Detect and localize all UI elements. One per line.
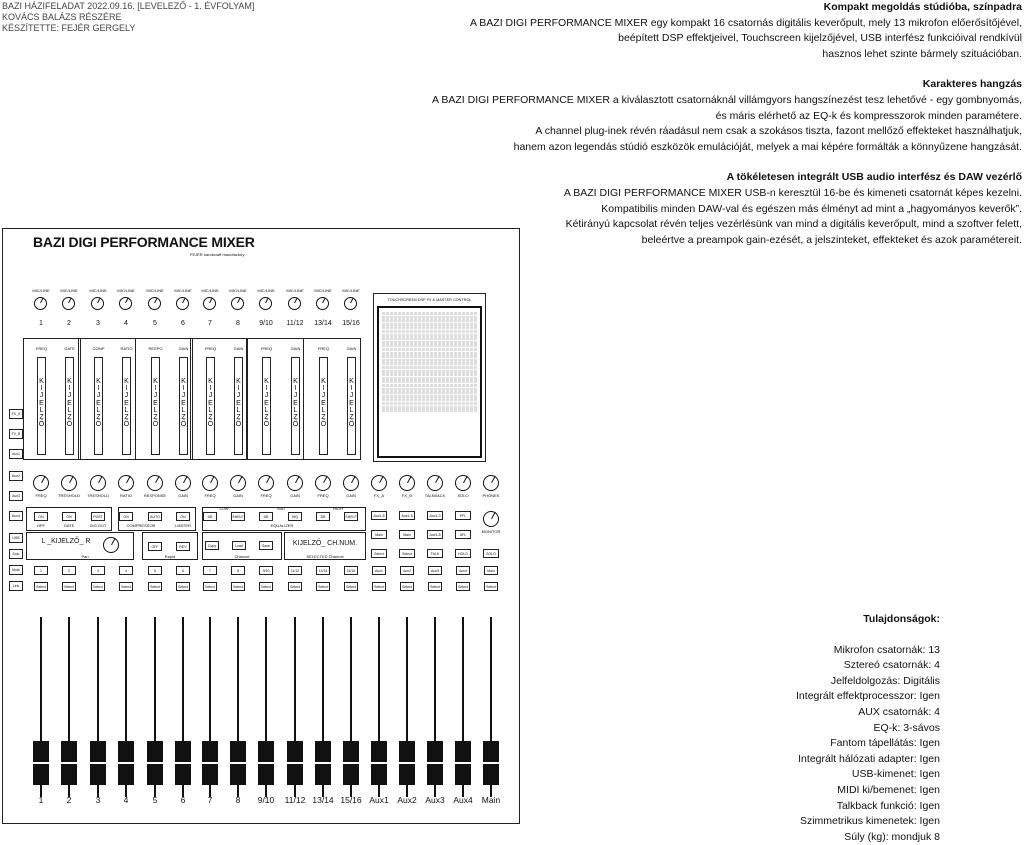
strip-param-label: COMP — [92, 346, 105, 351]
gain-knob[interactable] — [344, 297, 357, 310]
section-label: DIG.OUT — [89, 523, 107, 528]
section-button[interactable]: DB — [259, 512, 273, 521]
master-knob[interactable] — [427, 475, 443, 491]
page-header — [2, 1, 254, 34]
section-button[interactable]: ON — [119, 512, 133, 521]
side-button[interactable]: Aux4 — [9, 511, 23, 521]
fader-cap[interactable] — [483, 741, 499, 785]
strip-param-label: GAIN — [233, 346, 244, 351]
channel-display: K I J E L Z Ő — [291, 357, 300, 455]
knob-label: TRESHOLD — [58, 493, 80, 498]
touchscreen-placeholder-line — [382, 323, 477, 326]
section-label: GATE — [63, 523, 75, 528]
section-button[interactable]: POST — [91, 512, 105, 521]
fader-label: Aux1 — [369, 795, 389, 805]
touchscreen-label: TOUCHSCREEN DSP FX & MASTER CONTROL — [387, 298, 472, 302]
gain-knob[interactable] — [259, 297, 272, 310]
fader-cap[interactable] — [118, 741, 134, 785]
bus-button[interactable]: Aux1-8 — [427, 530, 443, 539]
fader-label: 4 — [123, 795, 129, 805]
property-item: Talkback funkció: Igen — [836, 799, 940, 812]
input-label: MIC/LINE — [60, 288, 78, 293]
fader-cap[interactable] — [287, 741, 303, 785]
touchscreen-placeholder-line — [382, 377, 477, 380]
property-item: Jelfeldolgozás: Digitális — [830, 674, 940, 687]
mixer-diagram — [2, 228, 520, 824]
strip-param-label: RESPO — [148, 346, 163, 351]
monitor-knob[interactable] — [483, 511, 499, 527]
fader-cap[interactable] — [371, 741, 387, 785]
mute-button[interactable]: Main — [484, 566, 498, 575]
touchscreen-placeholder-line — [382, 341, 477, 344]
input-label: MIC/LINE — [229, 288, 247, 293]
s2-line: és máris elérhető az EQ-k és kompresszorok minden paramétere. — [715, 109, 1022, 122]
select-button[interactable]: Select — [456, 582, 470, 591]
function-button[interactable]: SOLO — [483, 549, 499, 558]
fader-label: 6 — [180, 795, 186, 805]
input-label: MIC/LINE — [32, 288, 50, 293]
s1-line: beépített DSP effektjeivel, Touchscreen kijelzőjével, USB interfész funkcióival rendkívül — [618, 32, 1022, 45]
mute-button[interactable]: 6 — [176, 566, 190, 575]
intro-text — [362, 0, 1022, 263]
side-button[interactable]: Mute — [9, 565, 23, 575]
input-label: MIC/LINE — [201, 288, 219, 293]
bus-button[interactable]: Aux1-8 — [399, 511, 415, 520]
mute-button[interactable]: 3 — [91, 566, 105, 575]
function-button[interactable]: HOLD — [455, 549, 471, 558]
fader-label: Aux3 — [425, 795, 445, 805]
property-item: Mikrofon csatornák: 13 — [833, 643, 940, 656]
fader-cap[interactable] — [33, 741, 49, 785]
mute-button[interactable]: 7 — [203, 566, 217, 575]
gain-knob[interactable] — [148, 297, 161, 310]
master-knob-label: FX_B — [401, 493, 412, 498]
select-button[interactable]: Select — [259, 582, 273, 591]
function-button[interactable]: Select — [371, 549, 387, 558]
strip-param-label: FREQ — [317, 346, 330, 351]
section-label: HPF — [37, 523, 45, 528]
gain-knob[interactable] — [91, 297, 104, 310]
input-label: MIC/LINE — [146, 288, 164, 293]
side-button[interactable]: Solo — [9, 549, 23, 559]
property-item: Sztereó csatornák: 4 — [843, 659, 940, 672]
property-item: Fantom tápellátás: Igen — [830, 737, 940, 750]
mute-button[interactable]: 1 — [34, 566, 48, 575]
knob-label: RATIO — [120, 493, 132, 498]
eq-knob[interactable] — [258, 475, 274, 491]
side-button[interactable]: Aux1 — [9, 449, 23, 459]
eq-knob[interactable] — [61, 475, 77, 491]
select-button[interactable]: Select — [428, 582, 442, 591]
master-knob-label: FX_A — [373, 493, 384, 498]
s1-line: A BAZI DIGI PERFORMANCE MIXER egy kompakt 16 csatornás digitális keverőpult, mely 13 mikrofon előerősítőjével, — [469, 16, 1022, 29]
header-line-2: KOVÁCS BALÁZS RÉSZÉRE — [2, 12, 122, 22]
channel-display: K I J E L Z Ő — [179, 357, 188, 455]
eq-knob[interactable] — [90, 475, 106, 491]
strip-param-label: RATIO — [120, 346, 133, 351]
mute-button[interactable]: 11/12 — [288, 566, 302, 575]
touchscreen-placeholder-line — [382, 344, 477, 347]
eq-knob[interactable] — [315, 475, 331, 491]
channel-number: 11/12 — [286, 320, 304, 327]
properties-title: Tulajdonságok: — [863, 613, 940, 625]
channel-number: 1 — [39, 320, 43, 327]
strip-param-label: FREQ — [204, 346, 217, 351]
touchscreen-placeholder-line — [382, 359, 477, 362]
selected-channel-display: KIJELZŐ_ CH.NUM. — [292, 540, 358, 547]
eq-knob[interactable] — [147, 475, 163, 491]
strip-param-label: FREQ — [260, 346, 273, 351]
strip-param-label: FREQ — [35, 346, 48, 351]
touchscreen-placeholder-line — [382, 316, 477, 319]
master-knob-label: SOLO — [457, 493, 469, 498]
channel-button[interactable]: Save — [259, 541, 273, 550]
master-knob[interactable] — [455, 475, 471, 491]
fader-label: Aux4 — [453, 795, 473, 805]
section-3-title: A tökéletesen integrált USB audio interfész és DAW vezérlő — [726, 171, 1022, 184]
channel-number: 7 — [208, 320, 212, 327]
gain-knob[interactable] — [203, 297, 216, 310]
select-button[interactable]: Select — [372, 582, 386, 591]
pan-label: Pan — [81, 554, 89, 559]
mute-button[interactable]: 15/16 — [344, 566, 358, 575]
touchscreen-placeholder-line — [382, 395, 477, 398]
rapid-button[interactable]: OFF — [148, 542, 162, 551]
channel-display: K I J E L Z Ő — [319, 357, 328, 455]
fader-cap[interactable] — [315, 741, 331, 785]
section-button[interactable]: HIQ — [288, 512, 302, 521]
channel-number: 13/14 — [314, 320, 332, 327]
fader-label: 8 — [235, 795, 241, 805]
fader-cap[interactable] — [343, 741, 359, 785]
master-knob[interactable] — [483, 475, 499, 491]
mute-button[interactable]: 4 — [119, 566, 133, 575]
gain-knob[interactable] — [316, 297, 329, 310]
knob-label: GAIN — [346, 493, 356, 498]
channel-display: K I J E L Z Ő — [262, 357, 271, 455]
s3-line: A BAZI DIGI PERFORMANCE MIXER USB-n keresztül 16-be és kimeneti csatornát képes kezelni. — [563, 186, 1022, 199]
eq-knob[interactable] — [118, 475, 134, 491]
section-button[interactable]: DB — [316, 512, 330, 521]
select-button[interactable]: Select — [344, 582, 358, 591]
touchscreen-placeholder-line — [382, 337, 477, 340]
section-label: COMPRESSOR — [126, 523, 156, 528]
property-item: Integrált effektprocesszor: Igen — [796, 690, 940, 703]
select-button[interactable]: Select — [400, 582, 414, 591]
gain-knob[interactable] — [288, 297, 301, 310]
touchscreen-placeholder-line — [382, 319, 477, 322]
section-label: EQUALIZER — [270, 523, 294, 528]
select-button[interactable]: Select — [62, 582, 76, 591]
property-item: Súly (kg): mondjuk 8 — [844, 830, 940, 843]
touchscreen-placeholder-line — [382, 366, 477, 369]
touchscreen-placeholder-line — [382, 391, 477, 394]
fader-cap[interactable] — [90, 741, 106, 785]
channel-number: 2 — [67, 320, 71, 327]
channel-number: 9/10 — [259, 320, 273, 327]
property-item: Szimmetrikus kimenetek: Igen — [799, 815, 940, 828]
eq-knob[interactable] — [33, 475, 49, 491]
fader-cap[interactable] — [147, 741, 163, 785]
input-label: MIC/LINE — [117, 288, 135, 293]
select-button[interactable]: Select — [176, 582, 190, 591]
section-button[interactable]: ON — [34, 512, 48, 521]
section-button[interactable]: ON — [62, 512, 76, 521]
pan-display: L _KIJELZŐ_ R — [41, 538, 91, 545]
touchscreen-placeholder-line — [382, 409, 477, 412]
fader-cap[interactable] — [455, 741, 471, 785]
mute-button[interactable]: 13/14 — [316, 566, 330, 575]
input-label: MIC/LINE — [286, 288, 304, 293]
fader-cap[interactable] — [399, 741, 415, 785]
s2-line: hanem azon legendás stúdió eszközök emulációját, melyek a mai képére formálták a könnyűzene hangzását. — [513, 140, 1022, 153]
channel-label: Channel — [234, 554, 250, 559]
touchscreen-placeholder-line — [382, 380, 477, 383]
mute-button[interactable]: Aux4 — [456, 566, 470, 575]
master-knob[interactable] — [399, 475, 415, 491]
section-label: LIMITER — [175, 523, 191, 528]
touchscreen-placeholder-line — [382, 398, 477, 401]
bus-button[interactable]: Aux1-3 — [427, 511, 443, 520]
channel-display: K I J E L Z Ő — [206, 357, 215, 455]
channel-number: 8 — [236, 320, 240, 327]
channel-number: 3 — [96, 320, 100, 327]
rapid-label: Rapid — [164, 554, 176, 559]
section-button[interactable]: SHELF — [344, 512, 358, 521]
channel-display: K I J E L Z Ő — [122, 357, 131, 455]
fader-label: 11/12 — [284, 795, 306, 805]
touchscreen-placeholder-line — [382, 370, 477, 373]
touchscreen-placeholder-line — [382, 352, 477, 355]
side-button[interactable]: Aux3 — [9, 491, 23, 501]
section-button[interactable]: AUTO — [148, 512, 162, 521]
gain-knob[interactable] — [176, 297, 189, 310]
rapid-button[interactable]: REV — [176, 542, 190, 551]
section-button[interactable]: ON — [176, 512, 190, 521]
channel-display: K I J E L Z Ő — [151, 357, 160, 455]
property-item: EQ-k: 3-sávos — [873, 721, 940, 734]
eq-knob[interactable] — [230, 475, 246, 491]
side-button[interactable]: FX_B — [9, 429, 23, 439]
channel-display: K I J E L Z Ő — [94, 357, 103, 455]
touchscreen-placeholder-line — [382, 384, 477, 387]
touchscreen-placeholder-line — [382, 355, 477, 358]
touchscreen-placeholder-line — [382, 326, 477, 329]
gain-knob[interactable] — [62, 297, 75, 310]
touchscreen-placeholder-line — [382, 312, 477, 315]
property-item: Integrált hálózati adapter: Igen — [798, 752, 940, 765]
select-button[interactable]: Select — [91, 582, 105, 591]
section-1-title: Kompakt megoldás stúdióba, színpadra — [823, 1, 1022, 13]
gain-knob[interactable] — [119, 297, 132, 310]
header-line-1: BAZI HÁZIFELADAT 2022.09.16. [LEVELEZŐ - 1. ÉVFOLYAM] — [2, 1, 255, 11]
gain-knob[interactable] — [231, 297, 244, 310]
function-button[interactable]: Select — [399, 549, 415, 558]
fader-label: 7 — [207, 795, 213, 805]
strip-param-label: GAIN — [178, 346, 189, 351]
touchscreen-display[interactable] — [377, 306, 482, 458]
bus-button[interactable]: Main — [371, 530, 387, 539]
side-button[interactable]: Aux2 — [9, 471, 23, 481]
select-button[interactable]: Select — [203, 582, 217, 591]
knob-label: GAIN — [290, 493, 300, 498]
selected-channel-label: SELECTED Channel — [306, 554, 344, 559]
fader-label: 9/10 — [257, 795, 275, 805]
s2-line: A BAZI DIGI PERFORMANCE MIXER a kiválasztott csatornáknál villámgyors hangszínezést tesz lehetővé - egy gombnyomás, — [432, 93, 1022, 106]
side-button[interactable]: Link — [9, 581, 23, 591]
knob-label: TRESHOLD — [87, 493, 109, 498]
property-item: AUX csatornák: 4 — [858, 705, 940, 718]
fader-label: Aux2 — [397, 795, 417, 805]
mute-button[interactable]: Aux1 — [372, 566, 386, 575]
touchscreen-placeholder-line — [382, 334, 477, 337]
bus-button[interactable]: Aux1-8 — [371, 511, 387, 520]
side-button[interactable]: FX_A — [9, 409, 23, 419]
section-2-body — [362, 93, 1022, 155]
channel-button[interactable]: Copy — [205, 541, 219, 550]
s3-line: Kétirányú kapcsolat révén teljes vezérlésünk van mind a digitális keverőpult, mind a szoftver felett, — [565, 218, 1022, 231]
knob-label: FREQ — [35, 493, 47, 498]
section-button[interactable]: DB — [203, 512, 217, 521]
fader-cap[interactable] — [61, 741, 77, 785]
eq-knob[interactable] — [287, 475, 303, 491]
touchscreen-placeholder-line — [382, 330, 477, 333]
section-2-title: Karakteres hangzás — [922, 78, 1022, 91]
property-item: USB-kimenet: Igen — [851, 768, 940, 781]
input-label: MIC/LINE — [314, 288, 332, 293]
master-knob[interactable] — [371, 475, 387, 491]
touchscreen-placeholder-line — [382, 406, 477, 409]
mute-button[interactable]: 9/10 — [259, 566, 273, 575]
fader-label: 5 — [152, 795, 158, 805]
select-button[interactable]: Select — [316, 582, 330, 591]
property-item: MIDI ki/bemenet: Igen — [837, 783, 940, 796]
knob-label: FREQ — [204, 493, 216, 498]
mute-button[interactable]: Aux2 — [400, 566, 414, 575]
fader-label: Main — [481, 795, 501, 805]
input-label: MIC/LINE — [174, 288, 192, 293]
knob-label: GAIN — [178, 493, 188, 498]
fader-cap[interactable] — [230, 741, 246, 785]
monitor-label: MONITOR — [481, 529, 501, 534]
s3-line: beleértve a preampok gain-ezését, a jelszinteket, effekteket és azok paramétereit. — [641, 233, 1022, 246]
section-button[interactable]: SHELF — [231, 512, 245, 521]
input-label: MIC/LINE — [89, 288, 107, 293]
select-button[interactable]: Select — [34, 582, 48, 591]
fader-label: 1 — [38, 795, 44, 805]
eq-band-label: MID — [277, 506, 285, 511]
header-line-3: KÉSZÍTETTE: FEJÉR GERGELY — [2, 23, 136, 33]
touchscreen[interactable] — [373, 293, 486, 462]
eq-knob[interactable] — [202, 475, 218, 491]
properties-list — [796, 612, 940, 845]
fader-label: 2 — [66, 795, 72, 805]
channel-number: 6 — [181, 320, 185, 327]
eq-band-label: LOW — [219, 506, 229, 511]
knob-label: GAIN — [233, 493, 243, 498]
channel-number: 15/16 — [342, 320, 360, 327]
gain-knob[interactable] — [34, 297, 47, 310]
channel-display: K I J E L Z Ő — [234, 357, 243, 455]
function-button[interactable]: TALK — [427, 549, 443, 558]
mute-button[interactable]: 5 — [148, 566, 162, 575]
fader-label: 15/16 — [340, 795, 362, 805]
touchscreen-placeholder-line — [382, 373, 477, 376]
mixer-subtitle: FEJÉR handicraft manufactory — [190, 252, 245, 257]
mute-button[interactable]: 2 — [62, 566, 76, 575]
eq-knob[interactable] — [175, 475, 191, 491]
eq-knob[interactable] — [343, 475, 359, 491]
input-label: MIC/LINE — [257, 288, 275, 293]
select-button[interactable]: Select — [119, 582, 133, 591]
bus-button[interactable]: Main — [399, 530, 415, 539]
master-knob-label: PHONES — [482, 493, 500, 498]
fader-label: 3 — [95, 795, 101, 805]
s2-line: A channel plug-inek révén ráadásul nem csak a szokásos tiszta, fazont mellőző effekteket használhatjuk, — [535, 125, 1022, 138]
strip-param-label: GATE — [64, 346, 75, 351]
channel-number: 5 — [153, 320, 157, 327]
fader-label: 13/14 — [312, 795, 334, 805]
touchscreen-placeholder-line — [382, 348, 477, 351]
s3-line: Kompatibilis minden DAW-val és egészen más élményt ad mint a „hagyományos keverők”. — [601, 202, 1022, 215]
touchscreen-placeholder-line — [382, 388, 477, 391]
input-label: MIC/LINE — [342, 288, 360, 293]
select-button[interactable]: Select — [484, 582, 498, 591]
fader-cap[interactable] — [427, 741, 443, 785]
channel-button[interactable]: Load — [232, 541, 246, 550]
channel-display: K I J E L Z Ő — [65, 357, 74, 455]
channel-display: K I J E L Z Ő — [37, 357, 46, 455]
select-button[interactable]: Select — [148, 582, 162, 591]
select-button[interactable]: Select — [231, 582, 245, 591]
mixer-title: BAZI DIGI PERFORMANCE MIXER — [33, 234, 255, 250]
pan-knob[interactable] — [103, 537, 119, 553]
eq-band-label: HIGH — [333, 506, 343, 511]
channel-display: K I J E L Z Ő — [347, 357, 356, 455]
strip-param-label: GAIN — [346, 346, 357, 351]
strip-param-label: GAIN — [290, 346, 301, 351]
bus-button[interactable]: PFL — [455, 511, 471, 520]
bus-button[interactable]: AFL — [455, 530, 471, 539]
fader-cap[interactable] — [175, 741, 191, 785]
properties-items — [796, 643, 940, 845]
knob-label: RESPONSE — [143, 493, 167, 498]
select-button[interactable]: Select — [288, 582, 302, 591]
side-button[interactable]: USB — [9, 533, 23, 543]
mute-button[interactable]: 8 — [231, 566, 245, 575]
touchscreen-placeholder-line — [382, 402, 477, 405]
fader-cap[interactable] — [258, 741, 274, 785]
touchscreen-placeholder-line — [382, 362, 477, 365]
section-1-body — [362, 16, 1022, 63]
knob-label: FREQ — [317, 493, 329, 498]
fader-cap[interactable] — [202, 741, 218, 785]
mute-button[interactable]: Aux3 — [428, 566, 442, 575]
master-knob-label: TALKBACK — [424, 493, 446, 498]
channel-number: 4 — [124, 320, 128, 327]
s1-line: hasznos lehet szinte bármely szituációban. — [822, 47, 1022, 60]
knob-label: FREQ — [260, 493, 272, 498]
